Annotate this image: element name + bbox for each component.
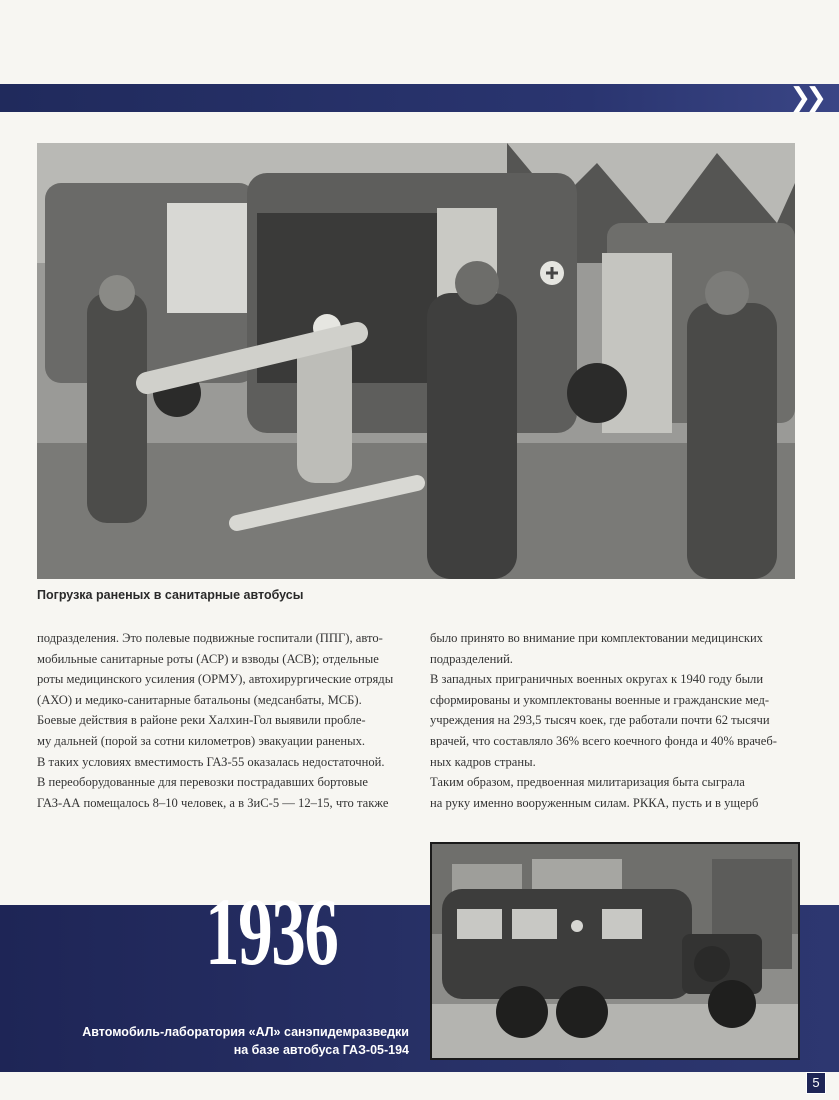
main-photo-illustration [37, 143, 795, 579]
paragraph-line: ных кадров страны. [430, 754, 536, 769]
paragraph-line: В таких условиях вместимость ГАЗ-55 оказалась недостаточной. [37, 754, 385, 769]
paragraph-line: Таким образом, предвоенная милитаризация быта сыграла [430, 775, 745, 790]
chevron-right-icon: ❯❯ [789, 83, 821, 113]
bus-photo-caption [69, 1023, 409, 1059]
paragraph-line: ГАЗ-АА помещалось 8–10 человек, а в ЗиС-5 — 12–15, что также [37, 795, 389, 810]
paragraph-line: В переоборудованные для перевозки пострадавших бортовые [37, 775, 368, 790]
paragraph-line: подразделения. Это полевые подвижные госпитали (ППГ), авто- [37, 631, 383, 645]
paragraph-line: В западных приграничных военных округах к 1940 году были [430, 672, 764, 687]
paragraph-line: му дальней (порой за сотни километров) эвакуации раненых. [37, 733, 366, 748]
paragraph-line: учреждения на 293,5 тысяч коек, где работали почти 62 тысячи [430, 713, 770, 728]
bus-caption-line-1: Автомобиль-лаборатория «АЛ» санэпидемразведки [82, 1025, 409, 1039]
text-column-left [37, 628, 405, 813]
main-photo [37, 143, 795, 579]
paragraph-line: роты медицинского усиления (ОРМУ), автохирургические отряды [37, 672, 394, 687]
bus-photo-illustration [432, 844, 798, 1058]
header-band [0, 84, 839, 112]
paragraph-line: было принято во внимание при комплектовании медицинских [430, 631, 763, 645]
paragraph-line: на руку именно вооруженным силам. РККА, пусть и в ущерб [430, 795, 759, 810]
paragraph-line: (АХО) и медико-санитарные батальоны (медсанбаты, МСБ). [37, 692, 362, 707]
year-heading: 1936 [205, 878, 338, 985]
paragraph-line: сформированы и укомплектованы военные и гражданские мед- [430, 692, 770, 707]
paragraph-line: мобильные санитарные роты (АСР) и взводы (АСВ); отдельные [37, 651, 379, 666]
bus-photo [430, 842, 800, 1060]
paragraph-line: Боевые действия в районе реки Халхин-Гол выявили пробле- [37, 713, 366, 728]
text-column-right [430, 628, 798, 813]
main-photo-caption: Погрузка раненых в санитарные автобусы [37, 588, 304, 602]
paragraph-line: врачей, что составляло 36% всего коечного фонда и 40% врачеб- [430, 733, 777, 748]
page-number: 5 [806, 1072, 826, 1094]
bus-caption-line-2: на базе автобуса ГАЗ-05-194 [233, 1043, 409, 1057]
paragraph-line: подразделений. [430, 651, 513, 666]
